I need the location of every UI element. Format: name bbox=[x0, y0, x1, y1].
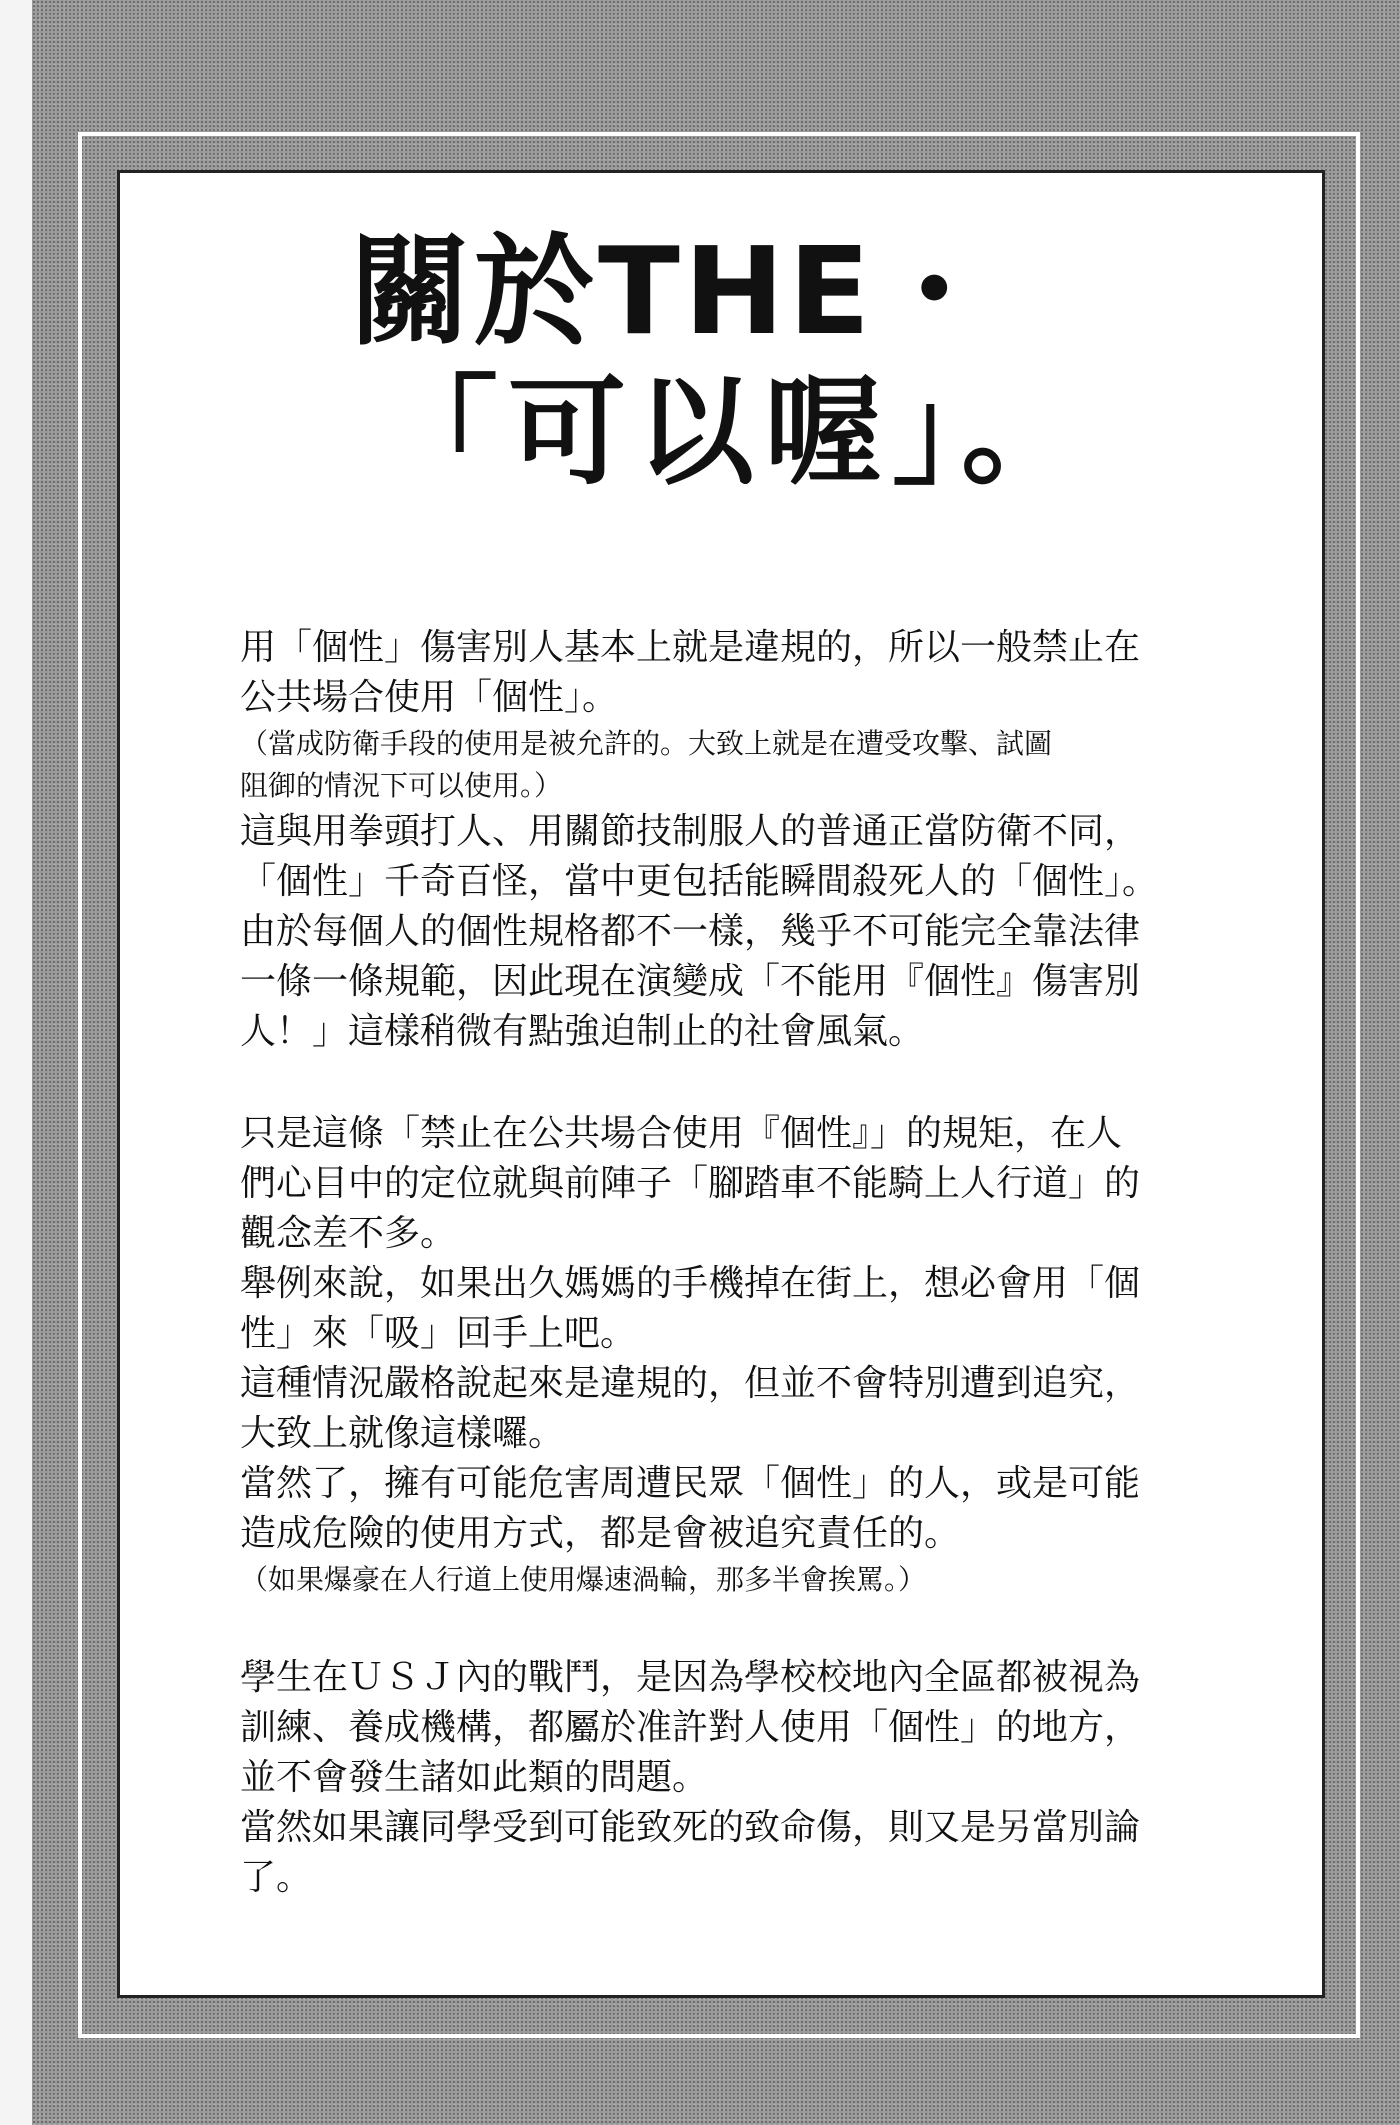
paragraph-usj: 學生在ＵＳＪ內的戰鬥，是因為學校校地內全區都被視為 訓練、養成機構，都屬於准許對人使用「個性」的地方， 並不會發生諸如此類的問題。 當然如果讓同學受到可能致死的致命傷，則又是另當別論 了。 bbox=[240, 1657, 1141, 1898]
paragraph-gap bbox=[240, 1057, 1250, 1109]
title-line-2: 「可以喔」。 bbox=[380, 363, 1090, 501]
body-text bbox=[240, 623, 1250, 1903]
paragraph-quirk-rule: 用「個性」傷害別人基本上就是違規的，所以一般禁止在 公共場合使用「個性」。 bbox=[240, 627, 1141, 718]
paragraph-gap bbox=[240, 1601, 1250, 1653]
text-panel bbox=[117, 170, 1325, 1998]
page-edge bbox=[0, 0, 32, 2125]
paragraph-quirk-variety: 這與用拳頭打人、用關節技制服人的普通正當防衛不同， 「個性」千奇百怪，當中更包括能瞬間殺死人的「個性」。 由於每個人的個性規格都不一樣，幾乎不可能完全靠法律 一條一條規範，因此現在演變成「不能用『個性』傷害別 人！」這樣稍微有點強迫制止的社會風氣。 bbox=[240, 811, 1159, 1052]
title-line-1: 關於THE・ bbox=[350, 223, 999, 362]
note-self-defense: （當成防衛手段的使用是被允許的。大致上就是在遭受攻擊、試圖 阻御的情況下可以使用。） bbox=[240, 727, 1053, 802]
paragraph-public-rule: 只是這條「禁止在公共場合使用『個性』」的規矩，在人 們心目中的定位就與前陣子「腳踏車不能騎上人行道」的 觀念差不多。 舉例來說，如果出久媽媽的手機掉在街上，想必會用「個 性」來「吸」回手上吧。 這種情況嚴格說起來是違規的，但並不會特別遭到追究， 大致上就像這樣囉。 當然了，擁有可能危害周遭民眾「個性」的人，或是可能 造成危險的使用方式，都是會被追究責任的。 bbox=[240, 1113, 1141, 1554]
note-bakugo: （如果爆豪在人行道上使用爆速渦輪，那多半會挨罵。） bbox=[240, 1563, 927, 1596]
